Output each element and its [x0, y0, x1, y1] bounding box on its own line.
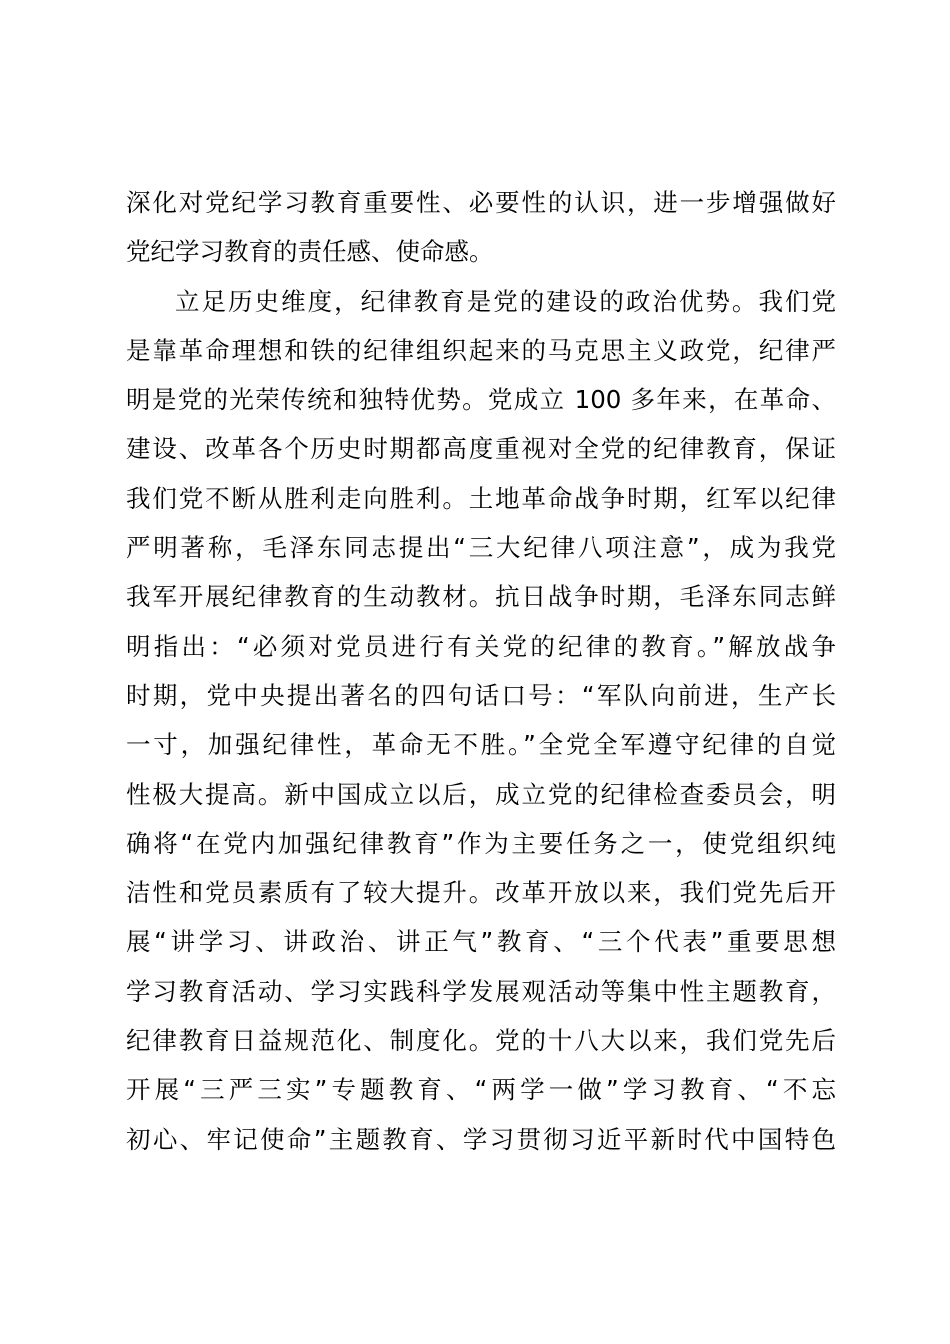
text-line: 一寸，加强纪律性，革命无不胜。”全党全军遵守纪律的自觉	[126, 730, 836, 760]
text-line: 我军开展纪律教育的生动教材。抗日战争时期，毛泽东同志鲜	[126, 582, 836, 612]
paragraph-first-line: 立足历史维度，纪律教育是党的建设的政治优势。我们党	[175, 286, 836, 316]
text-line: 纪律教育日益规范化、制度化。党的十八大以来，我们党先后	[126, 1026, 836, 1056]
text-line: 初心、牢记使命”主题教育、学习贯彻习近平新时代中国特色	[126, 1124, 836, 1154]
text-line: 深化对党纪学习教育重要性、必要性的认识，进一步增强做好	[126, 188, 836, 217]
text-line: 建设、改革各个历史时期都高度重视对全党的纪律教育，保证	[126, 434, 836, 464]
text-line: 明是党的光荣传统和独特优势。党成立 100 多年来，在革命、	[126, 385, 836, 415]
text-line: 时期，党中央提出著名的四句话口号：“军队向前进，生产长	[126, 680, 836, 710]
text-line: 洁性和党员素质有了较大提升。改革开放以来，我们党先后开	[126, 878, 836, 908]
text-line: 明指出：“必须对党员进行有关党的纪律的教育。”解放战争	[126, 631, 836, 661]
text-line: 学习教育活动、学习实践科学发展观活动等集中性主题教育，	[126, 976, 836, 1006]
text-line: 严明著称，毛泽东同志提出“三大纪律八项注意”，成为我党	[126, 533, 836, 563]
text-line: 是靠革命理想和铁的纪律组织起来的马克思主义政党，纪律严	[126, 335, 836, 365]
text-line: 开展“三严三实”专题教育、“两学一做”学习教育、“不忘	[126, 1075, 836, 1105]
text-line: 性极大提高。新中国成立以后，成立党的纪律检查委员会，明	[126, 779, 836, 809]
text-line: 确将“在党内加强纪律教育”作为主要任务之一，使党组织纯	[126, 828, 836, 858]
body-text	[126, 178, 836, 1164]
text-line: 展“讲学习、讲政治、讲正气”教育、“三个代表”重要思想	[126, 927, 836, 957]
text-line: 我们党不断从胜利走向胜利。土地革命战争时期，红军以纪律	[126, 483, 836, 513]
text-line: 党纪学习教育的责任感、使命感。	[126, 237, 494, 267]
